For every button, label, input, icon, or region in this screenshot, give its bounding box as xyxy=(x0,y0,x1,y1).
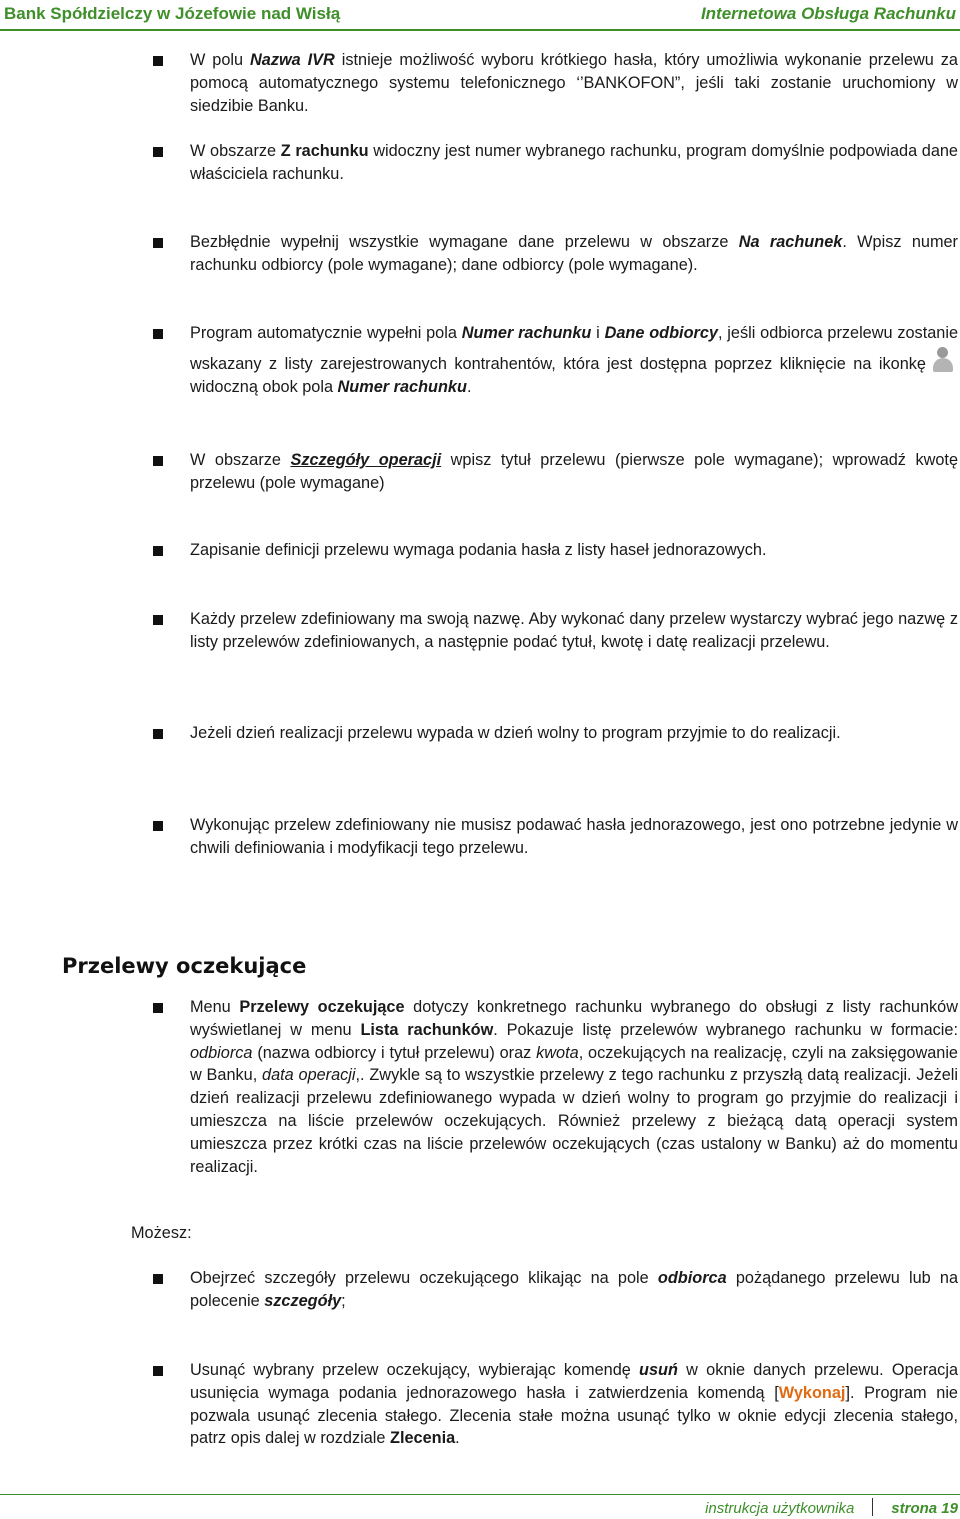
text: (nazwa odbiorcy i tytuł przelewu) oraz xyxy=(252,1043,537,1062)
menu-name: Przelewy oczekujące xyxy=(239,998,405,1016)
bullet-icon xyxy=(153,329,163,339)
page-header xyxy=(0,0,960,32)
text: ]. Program nie pozwala usunąć zlecenia stałego. Zlecenia stałe można usunąć tylko w oknie edycji zlecenia stałego, patrz opis dalej w rozdziale xyxy=(190,1383,958,1448)
list-item-haslo: Zapisanie definicji przelewu wymaga podania hasła z listy haseł jednorazowych. xyxy=(190,541,767,559)
text: Obejrzeć szczegóły przelewu oczekującego klikając na pole xyxy=(190,1269,658,1287)
footer-divider xyxy=(0,1494,960,1495)
bullet-icon xyxy=(153,456,163,466)
text: Program automatycznie wypełni pola xyxy=(190,324,462,342)
field-name: Szczegóły operacji xyxy=(290,451,442,469)
menu-name: Lista rachunków xyxy=(360,1020,494,1039)
text: dotyczy konkretnego rachunku wybranego do obsługi z listy rachunków wyświetlanej w menu xyxy=(190,998,958,1039)
bullet-icon xyxy=(153,821,163,831)
list-item-usunac xyxy=(190,1359,958,1450)
text: W obszarze xyxy=(190,451,291,469)
footer-label: instrukcja użytkownika xyxy=(705,1500,855,1517)
wykonaj-button-label: Wykonaj xyxy=(778,1383,846,1402)
bullet-icon xyxy=(153,546,163,556)
text: i xyxy=(591,324,605,342)
field-name: Na rachunek xyxy=(738,233,843,251)
text: istnieje możliwość wyboru krótkiego hasła, który umożliwia wykonanie przelewu za pomocą automatycznego systemu telefonicznego ‘’BANKOFON”, jeśli taki zostanie uruchomiony w siedzibie Banku. xyxy=(190,51,958,115)
text: pożądanego przelewu lub na polecenie xyxy=(190,1269,958,1310)
column-name: kwota xyxy=(536,1043,579,1062)
field-name: odbiorca xyxy=(657,1269,727,1287)
field-name: Numer rachunku xyxy=(461,324,592,342)
list-item-nazwa: Każdy przelew zdefiniowany ma swoją nazwę. Aby wykonać dany przelew wystarczy wybrać jego nazwę z listy przelewów zdefiniowanych, a następnie podać tytuł, kwotę i datę realizacji przelewu. xyxy=(190,610,958,651)
text: Bezbłędnie wypełnij wszystkie wymagane dane przelewu w obszarze xyxy=(190,233,739,251)
section-intro xyxy=(190,996,958,1178)
list-item-na-rachunek xyxy=(190,231,958,277)
page-number: strona 19 xyxy=(891,1500,958,1517)
header-divider xyxy=(0,29,960,31)
text: ; xyxy=(341,1291,346,1310)
text: Usunąć wybrany przelew oczekujący, wybierając komendę xyxy=(190,1361,640,1379)
text: w oknie danych przelewu. Operacja usunięcia wymaga podania jednorazowego hasła i zatwierdzenia komendą [ xyxy=(190,1361,958,1402)
mozesz-label: Możesz: xyxy=(131,1224,192,1242)
contacts-person-icon xyxy=(932,345,954,373)
footer-separator xyxy=(872,1498,873,1516)
bullet-icon xyxy=(153,1003,163,1013)
list-item-nazwa-ivr xyxy=(190,49,958,117)
text: . Pokazuje listę przelewów wybranego rachunku w formacie: xyxy=(493,1020,958,1039)
command-name: usuń xyxy=(639,1361,678,1379)
text: . Wpisz numer rachunku odbiorcy (pole wymagane); dane odbiorcy (pole wymagane). xyxy=(190,233,958,274)
bank-name: Bank Spółdzielczy w Józefowie nad Wisłą xyxy=(4,4,341,23)
column-name: data operacji xyxy=(262,1066,356,1085)
list-item-szczegoly xyxy=(190,449,958,495)
field-name: Numer rachunku xyxy=(337,377,467,396)
list-item-auto-fill xyxy=(190,322,958,398)
section-title: Przelewy oczekujące xyxy=(62,954,307,978)
text: W obszarze xyxy=(190,142,281,160)
field-name: Dane odbiorcy xyxy=(604,324,718,342)
field-name: Nazwa IVR xyxy=(250,51,335,69)
bullet-icon xyxy=(153,1366,163,1376)
field-name: Z rachunku xyxy=(280,142,369,160)
text: widoczną obok pola xyxy=(190,377,338,396)
bullet-icon xyxy=(153,238,163,248)
bullet-icon xyxy=(153,56,163,66)
column-name: odbiorca xyxy=(190,1043,253,1062)
list-item-wykonujac: Wykonując przelew zdefiniowany nie musisz podawać hasła jednorazowego, jest ono potrzebne jedynie w chwili definiowania i modyfikacji tego przelewu. xyxy=(190,816,958,857)
text: , jeśli odbiorca przelewu zostanie wskazany z listy zarejestrowanych kontrahentów, która jest dostępna poprzez kliknięcie na ikonkę xyxy=(190,324,958,373)
chapter-name: Zlecenia xyxy=(390,1429,456,1448)
text: wpisz tytuł przelewu (pierwsze pole wymagane); wprowadź kwotę przelewu (pole wymagane) xyxy=(190,451,958,492)
text: . xyxy=(455,1429,460,1448)
text: Menu xyxy=(190,998,240,1016)
list-item-dzien-wolny: Jeżeli dzień realizacji przelewu wypada w dzień wolny to program przyjmie to do realizacji. xyxy=(190,724,841,742)
page-footer xyxy=(705,1498,958,1517)
text: , oczekujących na realizację, czyli na zaksięgowanie w Banku, xyxy=(190,1043,958,1085)
text: W polu xyxy=(190,51,251,69)
bullet-icon xyxy=(153,1274,163,1284)
bullet-icon xyxy=(153,147,163,157)
bullet-icon xyxy=(153,729,163,739)
text: ,. Zwykle są to wszystkie przelewy z tego rachunku z przyszłą datą realizacji. Jeżeli dzień realizacji przelewu zdefiniowanego wypada w dzień wolny to program go przyjmie do realizacji i umieszcza na liście przelewów oczekujących. Również przelewy z bieżącą datą operacji system umieszcza przez krótki czas na liście przelewów oczekujących (czas ustalony w Banku) aż do momentu realizacji. xyxy=(190,1066,958,1176)
command-name: szczegóły xyxy=(264,1291,342,1310)
text: widoczny jest numer wybranego rachunku, program domyślnie podpowiada dane właściciela rachunku. xyxy=(190,142,958,183)
text: . xyxy=(466,377,472,396)
bullet-icon xyxy=(153,615,163,625)
document-title: Internetowa Obsługa Rachunku xyxy=(700,4,956,23)
list-item-obejrzec xyxy=(190,1267,958,1313)
list-item-z-rachunku xyxy=(190,140,958,186)
